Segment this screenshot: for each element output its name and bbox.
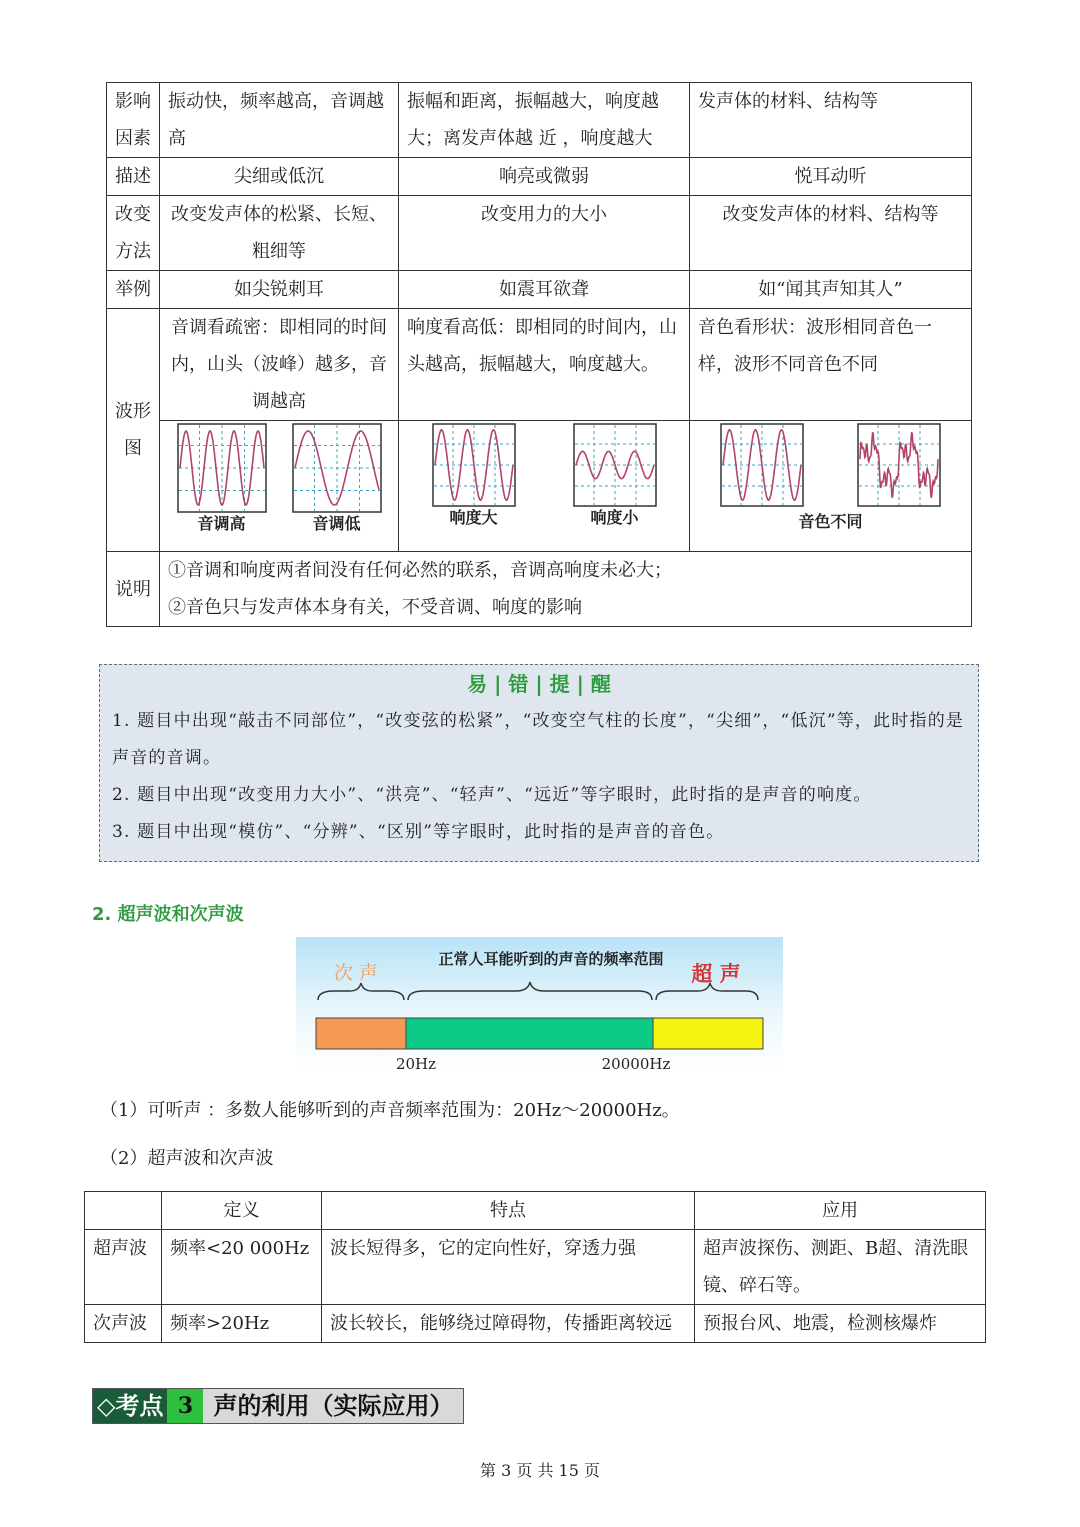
table-row [107, 196, 972, 271]
cell: 发声体的材料、结构等 [690, 83, 972, 158]
cell: 音色看形状：波形相同音色一样，波形不同音色不同 [690, 309, 972, 421]
infrasound-label: 次 声 [333, 962, 379, 984]
loudness-waveforms [399, 421, 690, 552]
cell: 振幅和距离，振幅越大，响度越大；离发声体越 近 ，响度越大 [399, 83, 690, 158]
page-footer: 第 3 页 共 15 页 [480, 1461, 600, 1480]
cell: 改变发声体的材料、结构等 [690, 196, 972, 271]
kaodian-heading [92, 1388, 464, 1424]
kaodian-prefix: ◇考点 [93, 1389, 167, 1423]
ultrasound-infrasound-table [84, 1191, 986, 1343]
cell: 如震耳欲聋 [399, 271, 690, 309]
pitch-low-waveform [292, 423, 382, 513]
cell: 波长短得多，它的定向性好，穿透力强 [322, 1230, 695, 1305]
cell: 超声波 [85, 1230, 162, 1305]
waveform-label: 响度小 [590, 508, 639, 527]
paragraph: （1）可听声 ：多数人能够听到的声音频率范围为：20Hz～20000Hz。 [100, 1100, 680, 1121]
waveform-label: 响度大 [449, 508, 498, 527]
timbre-complex-waveform [857, 423, 941, 507]
row-header: 举例 [107, 271, 160, 309]
loud-small-waveform [573, 423, 657, 507]
figure-title: 正常人耳能听到的声音的频率范围 [438, 950, 664, 968]
waveform-figure [432, 423, 516, 529]
table-row [107, 271, 972, 309]
pitch-high-waveform [177, 423, 267, 513]
tip-line: 1. 题目中出现“敲击不同部位”，“改变弦的松紧”，“改变空气柱的长度”，“尖细”，“低沉”等，此时指的是声音的音调。 [112, 711, 965, 768]
common-mistakes-box [99, 664, 979, 862]
table-row [107, 158, 972, 196]
loud-big-waveform [432, 423, 516, 507]
row-header: 波形图 [107, 309, 160, 552]
frequency-range-figure [296, 937, 783, 1073]
ultrasound-label: 超 声 [691, 962, 741, 986]
cell: 预报台风、地震，检测核爆炸 [695, 1305, 986, 1343]
paragraph: （2）超声波和次声波 [100, 1148, 274, 1169]
waveform-label: 音调高 [197, 514, 246, 533]
timbre-sine-waveform [720, 423, 804, 507]
cell: 悦耳动听 [690, 158, 972, 196]
ultrasound-band [653, 1018, 763, 1049]
tick-label-20000hz: 20000Hz [601, 1055, 671, 1073]
row-header: 描述 [107, 158, 160, 196]
cell: 改变用力的大小 [399, 196, 690, 271]
header-cell [85, 1192, 162, 1230]
waveform-label: 音调低 [312, 514, 361, 533]
table-row [85, 1230, 986, 1305]
cell: 波长较长，能够绕过障碍物，传播距离较远 [322, 1305, 695, 1343]
cell: 如尖锐刺耳 [160, 271, 399, 309]
table-header-row [85, 1192, 986, 1230]
note-line: ①音调和响度两者间没有任何必然的联系，音调高响度未必大； [168, 560, 672, 581]
row-header: 说明 [107, 552, 160, 627]
table-row [107, 552, 972, 627]
cell: 振动快，频率越高，音调越高 [160, 83, 399, 158]
pitch-waveforms [160, 421, 399, 552]
cell: 响度看高低：即相同的时间内，山头越高，振幅越大，响度越大。 [399, 309, 690, 421]
table-row [85, 1305, 986, 1343]
row-header: 影响因素 [107, 83, 160, 158]
kaodian-title: 声的利用（实际应用） [203, 1389, 463, 1423]
waveform-figure [177, 423, 267, 535]
header-cell: 应用 [695, 1192, 986, 1230]
timbre-waveforms [690, 421, 972, 552]
tip-line: 2. 题目中出现“改变用力大小”、“洪亮”、“轻声”、“远近”等字眼时，此时指的是声音的响度。 [112, 785, 872, 805]
waveform-label: 音色不同 [798, 512, 863, 531]
cell: 频率<20 000Hz [162, 1230, 322, 1305]
cell: 音调看疏密：即相同的时间内，山头（波峰）越多，音调越高 [160, 309, 399, 421]
cell: 次声波 [85, 1305, 162, 1343]
cell: 响亮或微弱 [399, 158, 690, 196]
cell: 尖细或低沉 [160, 158, 399, 196]
table-row [107, 309, 972, 421]
header-cell: 定义 [162, 1192, 322, 1230]
note-cell [160, 552, 972, 627]
tick-label-20hz: 20Hz [395, 1055, 437, 1073]
cell: 超声波探伤、测距、B超、清洗眼镜、碎石等。 [695, 1230, 986, 1305]
cell: 改变发声体的松紧、长短、粗细等 [160, 196, 399, 271]
audible-band [406, 1018, 653, 1049]
table-row [107, 83, 972, 158]
header-cell: 特点 [322, 1192, 695, 1230]
waveform-figure [292, 423, 382, 535]
waveform-figure [694, 423, 967, 533]
kaodian-number: 3 [167, 1389, 203, 1423]
tip-title: 易 | 错 | 提 | 醒 [467, 672, 611, 696]
note-line: ②音色只与发声体本身有关，不受音调、响度的影响 [168, 597, 582, 618]
infrasound-band [316, 1018, 406, 1049]
cell: 频率>20Hz [162, 1305, 322, 1343]
table-row [107, 421, 972, 552]
row-header: 改变方法 [107, 196, 160, 271]
tip-line: 3. 题目中出现“模仿”、“分辨”、“区别”等字眼时，此时指的是声音的音色。 [112, 822, 725, 842]
section-title: 2. 超声波和次声波 [92, 904, 244, 925]
cell: 如“闻其声知其人” [690, 271, 972, 309]
sound-characteristics-table [106, 82, 972, 627]
waveform-figure [573, 423, 657, 529]
